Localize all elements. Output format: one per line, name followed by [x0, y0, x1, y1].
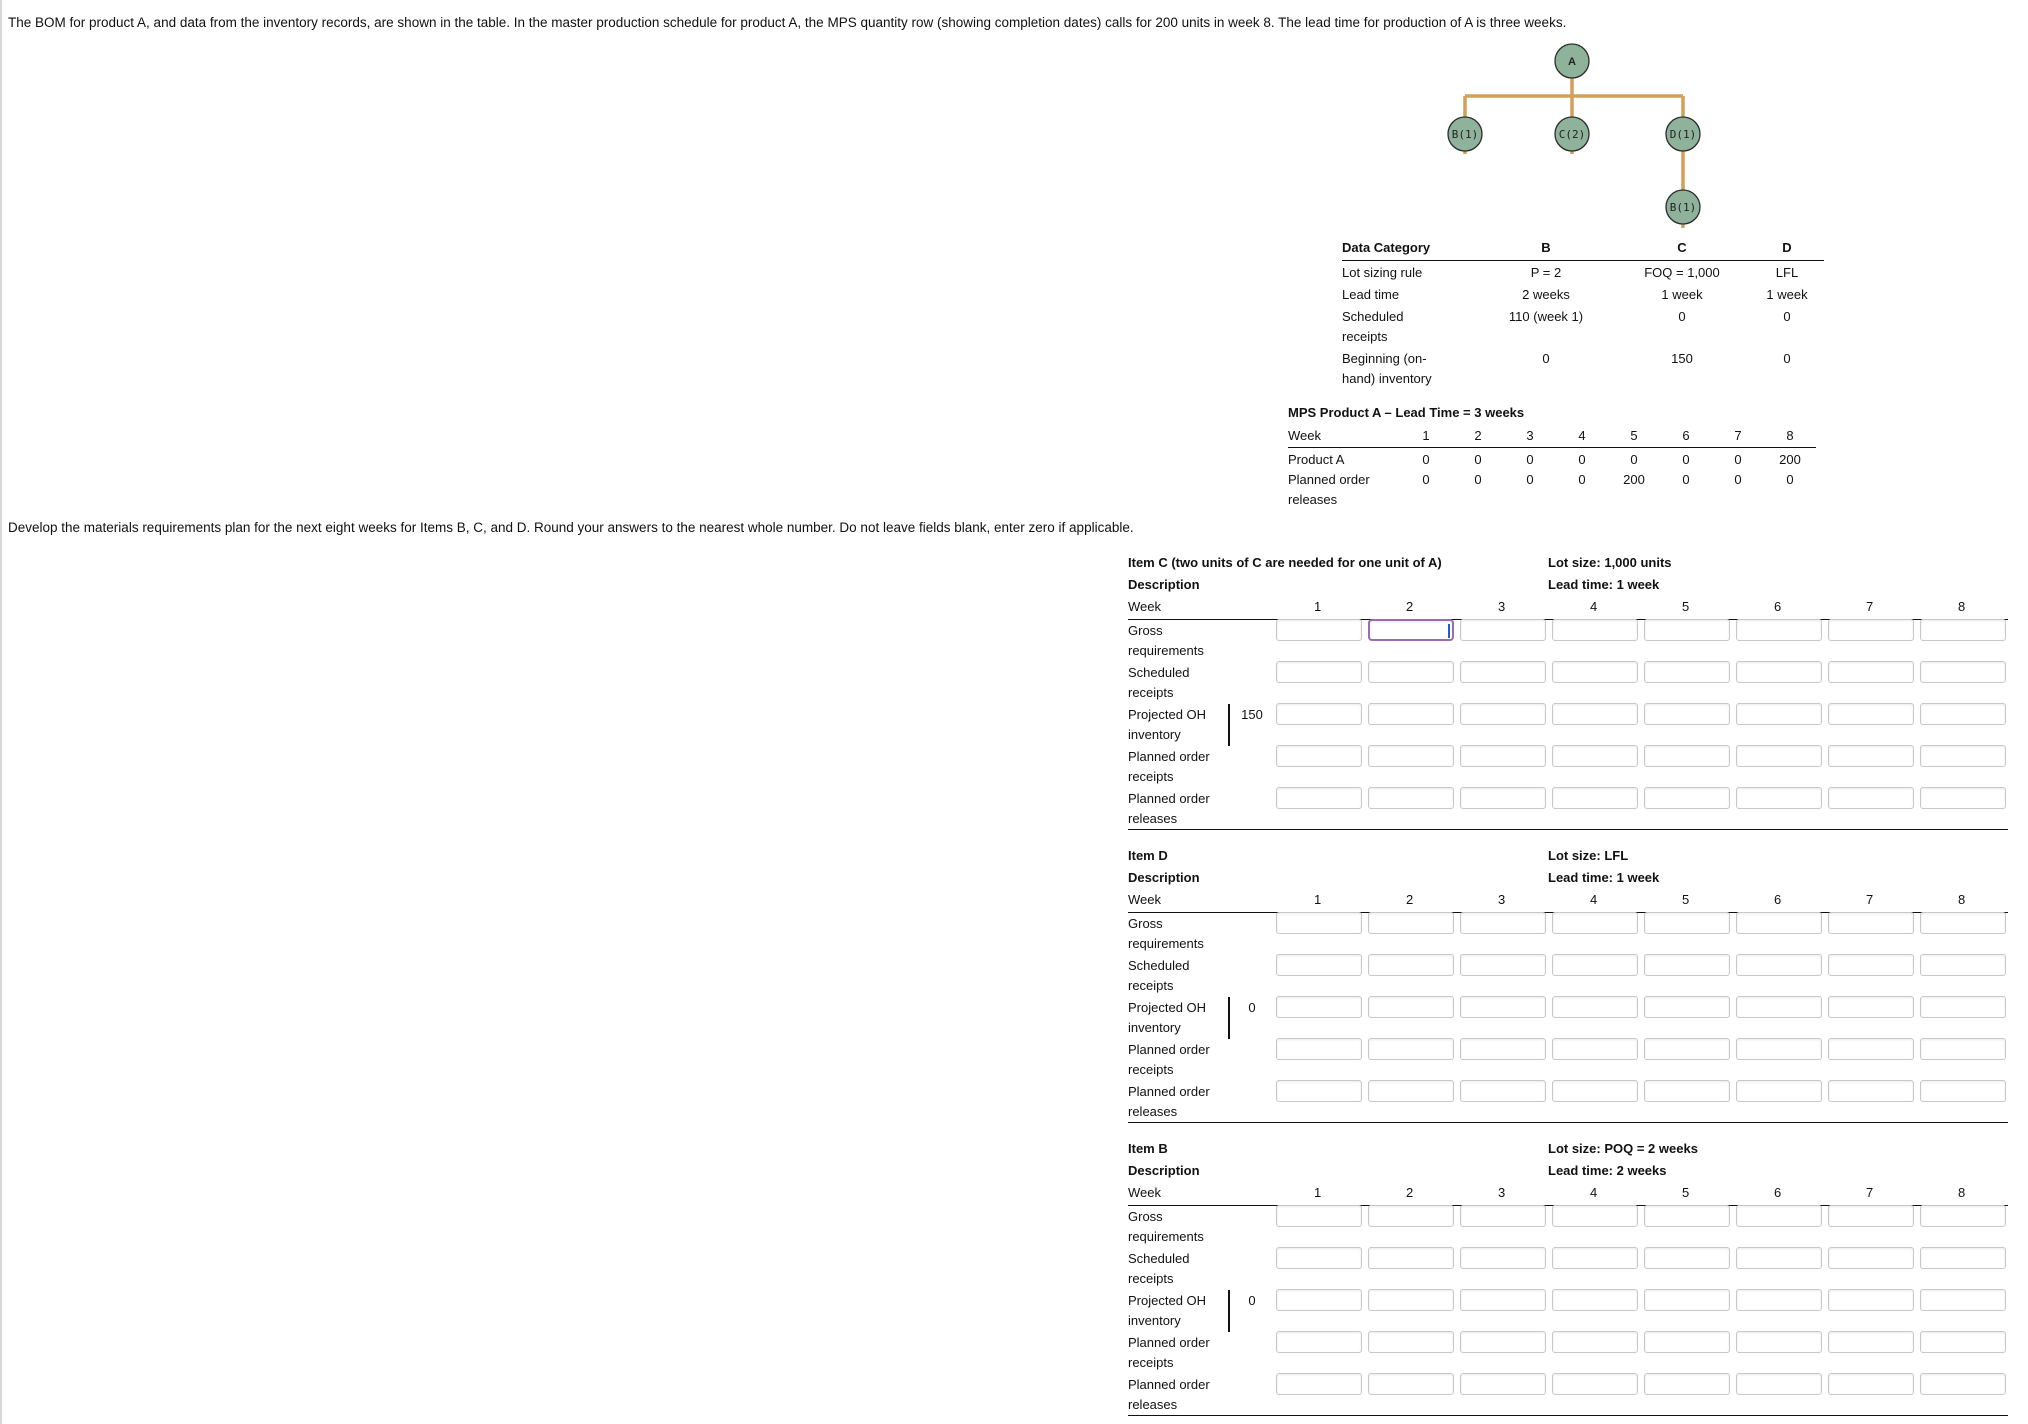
item-d-planned-order-releases-week-6-input[interactable] — [1736, 1080, 1822, 1102]
item-d-gross-requirements-week-1-input[interactable] — [1276, 912, 1362, 934]
item-c-gross-requirements-week-6-input[interactable] — [1736, 619, 1822, 641]
row-label-projected-oh-inventory: Projected OH inventory — [1128, 707, 1207, 742]
item-c-planned-order-receipts-week-2-input[interactable] — [1368, 745, 1454, 767]
item-d-scheduled-receipts-week-7-input[interactable] — [1828, 954, 1914, 976]
item-c-scheduled-receipts-week-7-input[interactable] — [1828, 661, 1914, 683]
item-c-projected-oh-inventory-week-5-input[interactable] — [1644, 703, 1730, 725]
item-b-planned-order-releases-week-5-input[interactable] — [1644, 1373, 1730, 1395]
item-c-planned-order-releases-week-8-input[interactable] — [1920, 787, 2006, 809]
item-c-planned-order-receipts-week-7-input[interactable] — [1828, 745, 1914, 767]
item-d-planned-order-receipts-week-7-input[interactable] — [1828, 1038, 1914, 1060]
item-d-scheduled-receipts-week-8-input[interactable] — [1920, 954, 2006, 976]
week-number: 6 — [1774, 892, 1782, 907]
item-c-planned-order-receipts-week-8-input[interactable] — [1920, 745, 2006, 767]
item-b-planned-order-receipts-week-2-input[interactable] — [1368, 1331, 1454, 1353]
row-label-gross-requirements: Gross requirements — [1128, 623, 1204, 658]
item-b-gross-requirements-week-5-input[interactable] — [1644, 1205, 1730, 1227]
item-b-planned-order-releases-week-3-input[interactable] — [1460, 1373, 1546, 1395]
item-c-scheduled-receipts-week-3-input[interactable] — [1460, 661, 1546, 683]
item-d-gross-requirements-week-7-input[interactable] — [1828, 912, 1914, 934]
instructions: Develop the materials requirements plan for the next eight weeks for Items B, C, and D. Round your answers to the nearest whole number. Do not leave fields blank, enter zero if applicable. — [8, 520, 1134, 535]
item-d-projected-oh-inventory-week-8-input[interactable] — [1920, 996, 2006, 1018]
bom-node-b — [1448, 117, 1482, 151]
row-label-scheduled-receipts: Scheduled receipts — [1128, 1251, 1190, 1286]
item-b-week-header: Week 1 2 3 4 5 6 7 8 — [1128, 1183, 2008, 1206]
week-number: 3 — [1498, 1185, 1506, 1200]
item-c-scheduled-receipts-week-1-input[interactable] — [1276, 661, 1362, 683]
item-d-projected-oh-inventory-week-3-input[interactable] — [1460, 996, 1546, 1018]
item-c-title: Item C (two units of C are needed for one unit of A) — [1128, 555, 1442, 570]
item-d-scheduled-receipts-week-2-input[interactable] — [1368, 954, 1454, 976]
item-b-projected-oh-inventory-week-6-input[interactable] — [1736, 1289, 1822, 1311]
item-d-title: Item D — [1128, 848, 1168, 863]
item-b-planned-order-receipts-week-6-input[interactable] — [1736, 1331, 1822, 1353]
item-b-gross-requirements-week-8-input[interactable] — [1920, 1205, 2006, 1227]
item-b-projected-oh-inventory-week-7-input[interactable] — [1828, 1289, 1914, 1311]
item-d-lead-time: Lead time: 1 week — [1548, 870, 1660, 885]
dc-header-b: B — [1478, 238, 1614, 261]
item-c-projected-oh-inventory-week-2-input[interactable] — [1368, 703, 1454, 725]
week-number: 7 — [1866, 599, 1874, 614]
row-label-scheduled-receipts: Scheduled receipts — [1128, 665, 1190, 700]
bom-node-c-label: C(2) — [1558, 128, 1586, 141]
week-number: 1 — [1314, 892, 1322, 907]
dc-row-lot-sizing: Lot sizing rule P = 2 FOQ = 1,000 LFL — [1342, 265, 1799, 280]
mps-title: MPS Product A – Lead Time = 3 weeks — [1288, 405, 1525, 420]
on-hand-divider — [1228, 997, 1230, 1039]
item-c-projected-oh-inventory-week-3-input[interactable] — [1460, 703, 1546, 725]
item-d-projected-oh-inventory-week-1-input[interactable] — [1276, 996, 1362, 1018]
item-c-projected-oh-inventory-week-6-input[interactable] — [1736, 703, 1822, 725]
row-label-planned-order-receipts: Planned order receipts — [1128, 1335, 1210, 1370]
item-d-planned-order-releases-week-7-input[interactable] — [1828, 1080, 1914, 1102]
item-c-planned-order-releases-week-1-input[interactable] — [1276, 787, 1362, 809]
item-c-projected-oh-inventory-week-7-input[interactable] — [1828, 703, 1914, 725]
item-b-projected-oh-inventory-week-4-input[interactable] — [1552, 1289, 1638, 1311]
item-d-planned-order-receipts-week-1-input[interactable] — [1276, 1038, 1362, 1060]
item-d-gross-requirements-week-6-input[interactable] — [1736, 912, 1822, 934]
item-b-beginning-oh: 0 — [1248, 1293, 1256, 1308]
item-c-scheduled-receipts-week-5-input[interactable] — [1644, 661, 1730, 683]
item-d-planned-order-receipts-week-8-input[interactable] — [1920, 1038, 2006, 1060]
item-c-scheduled-receipts-week-2-input[interactable] — [1368, 661, 1454, 683]
item-b-planned-order-releases-week-7-input[interactable] — [1828, 1373, 1914, 1395]
item-b-projected-oh-inventory-week-1-input[interactable] — [1276, 1289, 1362, 1311]
item-c-planned-order-receipts-week-6-input[interactable] — [1736, 745, 1822, 767]
item-d-planned-order-releases-week-2-input[interactable] — [1368, 1080, 1454, 1102]
item-d-scheduled-receipts-week-3-input[interactable] — [1460, 954, 1546, 976]
left-border — [0, 0, 2, 1424]
week-number: 2 — [1406, 599, 1414, 614]
week-number: 5 — [1682, 599, 1690, 614]
week-number: 7 — [1866, 1185, 1874, 1200]
on-hand-divider — [1228, 704, 1230, 746]
item-d-gross-requirements-week-8-input[interactable] — [1920, 912, 2006, 934]
bom-node-b-under-d — [1666, 190, 1700, 224]
item-b-scheduled-receipts-week-6-input[interactable] — [1736, 1247, 1822, 1269]
item-b-scheduled-receipts-week-5-input[interactable] — [1644, 1247, 1730, 1269]
item-c-gross-requirements-week-8-input[interactable] — [1920, 619, 2006, 641]
item-c-lot-size: Lot size: 1,000 units — [1548, 555, 1672, 570]
item-d-lot-size: Lot size: LFL — [1548, 848, 1629, 863]
item-c-gross-requirements-week-4-input[interactable] — [1552, 619, 1638, 641]
week-number: 4 — [1590, 599, 1598, 614]
item-d-projected-oh-inventory-week-4-input[interactable] — [1552, 996, 1638, 1018]
item-b-lot-size: Lot size: POQ = 2 weeks — [1548, 1141, 1698, 1156]
item-c-gross-requirements-week-7-input[interactable] — [1828, 619, 1914, 641]
item-c-gross-requirements-week-3-input[interactable] — [1460, 619, 1546, 641]
week-number: 1 — [1314, 1185, 1322, 1200]
week-number: 5 — [1682, 892, 1690, 907]
row-label-planned-order-receipts: Planned order receipts — [1128, 749, 1210, 784]
item-c-scheduled-receipts-week-6-input[interactable] — [1736, 661, 1822, 683]
item-b-scheduled-receipts-week-3-input[interactable] — [1460, 1247, 1546, 1269]
week-number: 3 — [1498, 892, 1506, 907]
item-d-planned-order-releases-week-8-input[interactable] — [1920, 1080, 2006, 1102]
item-b-projected-oh-inventory-week-5-input[interactable] — [1644, 1289, 1730, 1311]
item-c-gross-requirements-week-5-input[interactable] — [1644, 619, 1730, 641]
week-number: 6 — [1774, 599, 1782, 614]
week-number: 3 — [1498, 599, 1506, 614]
item-d-planned-order-receipts-week-2-input[interactable] — [1368, 1038, 1454, 1060]
item-b-planned-order-receipts-week-4-input[interactable] — [1552, 1331, 1638, 1353]
bom-node-a-label: A — [1568, 56, 1576, 68]
item-c-projected-oh-inventory-week-8-input[interactable] — [1920, 703, 2006, 725]
item-b-gross-requirements-week-6-input[interactable] — [1736, 1205, 1822, 1227]
item-d-projected-oh-inventory-week-7-input[interactable] — [1828, 996, 1914, 1018]
item-b-planned-order-receipts-week-5-input[interactable] — [1644, 1331, 1730, 1353]
week-number: 4 — [1590, 1185, 1598, 1200]
item-c-planned-order-receipts-week-1-input[interactable] — [1276, 745, 1362, 767]
dc-header-d: D — [1750, 238, 1824, 261]
dc-row-scheduled-receipts: Scheduled receipts 110 (week 1) 0 0 — [1342, 309, 1791, 344]
row-label-gross-requirements: Gross requirements — [1128, 916, 1204, 951]
item-c-mrp-table — [1128, 555, 2008, 835]
item-c-beginning-oh: 150 — [1241, 707, 1263, 722]
week-number: 2 — [1406, 1185, 1414, 1200]
bom-node-b2-label: B(1) — [1669, 201, 1697, 214]
item-c-gross-requirements-week-2-input[interactable] — [1368, 619, 1454, 641]
item-b-projected-oh-inventory-week-3-input[interactable] — [1460, 1289, 1546, 1311]
item-d-scheduled-receipts-week-1-input[interactable] — [1276, 954, 1362, 976]
mps-table — [1288, 426, 1816, 510]
mps-week-row: Week 1 2 3 4 5 6 7 8 — [1288, 426, 1816, 448]
item-b-scheduled-receipts-week-1-input[interactable] — [1276, 1247, 1362, 1269]
week-number: 8 — [1958, 1185, 1966, 1200]
item-d-mrp-table — [1128, 848, 2008, 1128]
item-c-gross-requirements-week-1-input[interactable] — [1276, 619, 1362, 641]
item-d-gross-requirements-week-4-input[interactable] — [1552, 912, 1638, 934]
item-c-planned-order-releases-week-6-input[interactable] — [1736, 787, 1822, 809]
bom-node-d — [1666, 117, 1700, 151]
item-b-planned-order-releases-week-1-input[interactable] — [1276, 1373, 1362, 1395]
row-label-planned-order-releases: Planned order releases — [1128, 1084, 1210, 1119]
item-b-scheduled-receipts-week-2-input[interactable] — [1368, 1247, 1454, 1269]
item-c-planned-order-receipts-week-5-input[interactable] — [1644, 745, 1730, 767]
week-number: 1 — [1314, 599, 1322, 614]
week-number: 6 — [1774, 1185, 1782, 1200]
item-c-week-header: Week 1 2 3 4 5 6 7 8 — [1128, 597, 2008, 620]
bom-node-b-label: B(1) — [1451, 128, 1479, 141]
item-d-projected-oh-inventory-week-2-input[interactable] — [1368, 996, 1454, 1018]
week-number: 5 — [1682, 1185, 1690, 1200]
item-c-planned-order-receipts-week-4-input[interactable] — [1552, 745, 1638, 767]
data-category-table — [1342, 238, 1824, 389]
item-b-gross-requirements-week-3-input[interactable] — [1460, 1205, 1546, 1227]
item-b-scheduled-receipts-week-7-input[interactable] — [1828, 1247, 1914, 1269]
item-b-planned-order-receipts-week-7-input[interactable] — [1828, 1331, 1914, 1353]
item-c-scheduled-receipts-week-8-input[interactable] — [1920, 661, 2006, 683]
dc-row-beginning-inventory: Beginning (on- hand) inventory 0 150 0 — [1342, 351, 1791, 386]
item-c-projected-oh-inventory-week-4-input[interactable] — [1552, 703, 1638, 725]
item-d-planned-order-releases-week-5-input[interactable] — [1644, 1080, 1730, 1102]
item-c-planned-order-releases-week-7-input[interactable] — [1828, 787, 1914, 809]
row-label-planned-order-releases: Planned order releases — [1128, 791, 1210, 826]
item-d-planned-order-releases-week-3-input[interactable] — [1460, 1080, 1546, 1102]
week-number: 2 — [1406, 892, 1414, 907]
item-d-beginning-oh: 0 — [1248, 1000, 1256, 1015]
week-number: 8 — [1958, 599, 1966, 614]
item-c-planned-order-releases-week-3-input[interactable] — [1460, 787, 1546, 809]
row-label-gross-requirements: Gross requirements — [1128, 1209, 1204, 1244]
item-b-planned-order-receipts-week-3-input[interactable] — [1460, 1331, 1546, 1353]
on-hand-divider — [1228, 1290, 1230, 1332]
item-b-planned-order-releases-week-6-input[interactable] — [1736, 1373, 1822, 1395]
item-c-planned-order-releases-week-2-input[interactable] — [1368, 787, 1454, 809]
item-b-gross-requirements-week-1-input[interactable] — [1276, 1205, 1362, 1227]
row-label-planned-order-releases: Planned order releases — [1128, 1377, 1210, 1412]
bom-node-c — [1555, 117, 1589, 151]
item-d-projected-oh-inventory-week-6-input[interactable] — [1736, 996, 1822, 1018]
bom-node-a — [1555, 44, 1589, 78]
item-b-gross-requirements-week-4-input[interactable] — [1552, 1205, 1638, 1227]
row-label-projected-oh-inventory: Projected OH inventory — [1128, 1293, 1207, 1328]
item-c-planned-order-receipts-week-3-input[interactable] — [1460, 745, 1546, 767]
item-d-planned-order-receipts-week-5-input[interactable] — [1644, 1038, 1730, 1060]
item-b-description: Description — [1128, 1163, 1200, 1178]
item-b-gross-requirements-week-2-input[interactable] — [1368, 1205, 1454, 1227]
item-d-gross-requirements-week-3-input[interactable] — [1460, 912, 1546, 934]
week-number: 8 — [1958, 892, 1966, 907]
week-number: 4 — [1590, 892, 1598, 907]
bom-node-d-label: D(1) — [1669, 128, 1697, 141]
item-c-scheduled-receipts-week-4-input[interactable] — [1552, 661, 1638, 683]
item-b-planned-order-receipts-week-8-input[interactable] — [1920, 1331, 2006, 1353]
item-b-title: Item B — [1128, 1141, 1168, 1156]
dc-row-lead-time: Lead time 2 weeks 1 week 1 week — [1342, 287, 1808, 302]
dc-header-c: C — [1614, 238, 1750, 261]
item-d-scheduled-receipts-week-5-input[interactable] — [1644, 954, 1730, 976]
item-c-lead-time: Lead time: 1 week — [1548, 577, 1660, 592]
row-label-planned-order-receipts: Planned order receipts — [1128, 1042, 1210, 1077]
item-d-scheduled-receipts-week-4-input[interactable] — [1552, 954, 1638, 976]
week-number: 7 — [1866, 892, 1874, 907]
item-c-description: Description — [1128, 577, 1200, 592]
item-d-planned-order-releases-week-1-input[interactable] — [1276, 1080, 1362, 1102]
item-b-lead-time: Lead time: 2 weeks — [1548, 1163, 1667, 1178]
problem-statement: The BOM for product A, and data from the inventory records, are shown in the table. In the master production schedule for product A, the MPS quantity row (showing completion dates) calls for 200 units in week 8. The lead time for production of A is three weeks. — [8, 15, 1567, 30]
item-c-planned-order-releases-week-4-input[interactable] — [1552, 787, 1638, 809]
item-b-projected-oh-inventory-week-8-input[interactable] — [1920, 1289, 2006, 1311]
item-b-planned-order-releases-week-4-input[interactable] — [1552, 1373, 1638, 1395]
item-d-gross-requirements-week-2-input[interactable] — [1368, 912, 1454, 934]
item-b-bottom-rule — [1128, 1415, 2008, 1416]
item-b-scheduled-receipts-week-4-input[interactable] — [1552, 1247, 1638, 1269]
dc-header-category: Data Category — [1342, 238, 1478, 261]
item-d-scheduled-receipts-week-6-input[interactable] — [1736, 954, 1822, 976]
item-b-planned-order-releases-week-2-input[interactable] — [1368, 1373, 1454, 1395]
bom-tree — [1430, 38, 1760, 238]
item-b-scheduled-receipts-week-8-input[interactable] — [1920, 1247, 2006, 1269]
item-d-gross-requirements-week-5-input[interactable] — [1644, 912, 1730, 934]
item-d-bottom-rule — [1128, 1122, 2008, 1123]
row-label-scheduled-receipts: Scheduled receipts — [1128, 958, 1190, 993]
row-label-projected-oh-inventory: Projected OH inventory — [1128, 1000, 1207, 1035]
item-b-planned-order-releases-week-8-input[interactable] — [1920, 1373, 2006, 1395]
item-b-projected-oh-inventory-week-2-input[interactable] — [1368, 1289, 1454, 1311]
item-c-projected-oh-inventory-week-1-input[interactable] — [1276, 703, 1362, 725]
item-d-planned-order-receipts-week-6-input[interactable] — [1736, 1038, 1822, 1060]
item-d-week-header: Week 1 2 3 4 5 6 7 8 — [1128, 890, 2008, 913]
mps-product-row: Product A 0 0 0 0 0 0 0 200 — [1288, 452, 1801, 467]
item-b-planned-order-receipts-week-1-input[interactable] — [1276, 1331, 1362, 1353]
item-c-bottom-rule — [1128, 829, 2008, 830]
item-d-description: Description — [1128, 870, 1200, 885]
item-d-planned-order-receipts-week-3-input[interactable] — [1460, 1038, 1546, 1060]
item-d-planned-order-receipts-week-4-input[interactable] — [1552, 1038, 1638, 1060]
item-d-planned-order-releases-week-4-input[interactable] — [1552, 1080, 1638, 1102]
mps-release-row: Planned order releases 0 0 0 0 200 0 0 0 — [1288, 472, 1794, 507]
item-b-mrp-table — [1128, 1141, 2008, 1421]
item-d-projected-oh-inventory-week-5-input[interactable] — [1644, 996, 1730, 1018]
item-c-planned-order-releases-week-5-input[interactable] — [1644, 787, 1730, 809]
item-b-gross-requirements-week-7-input[interactable] — [1828, 1205, 1914, 1227]
